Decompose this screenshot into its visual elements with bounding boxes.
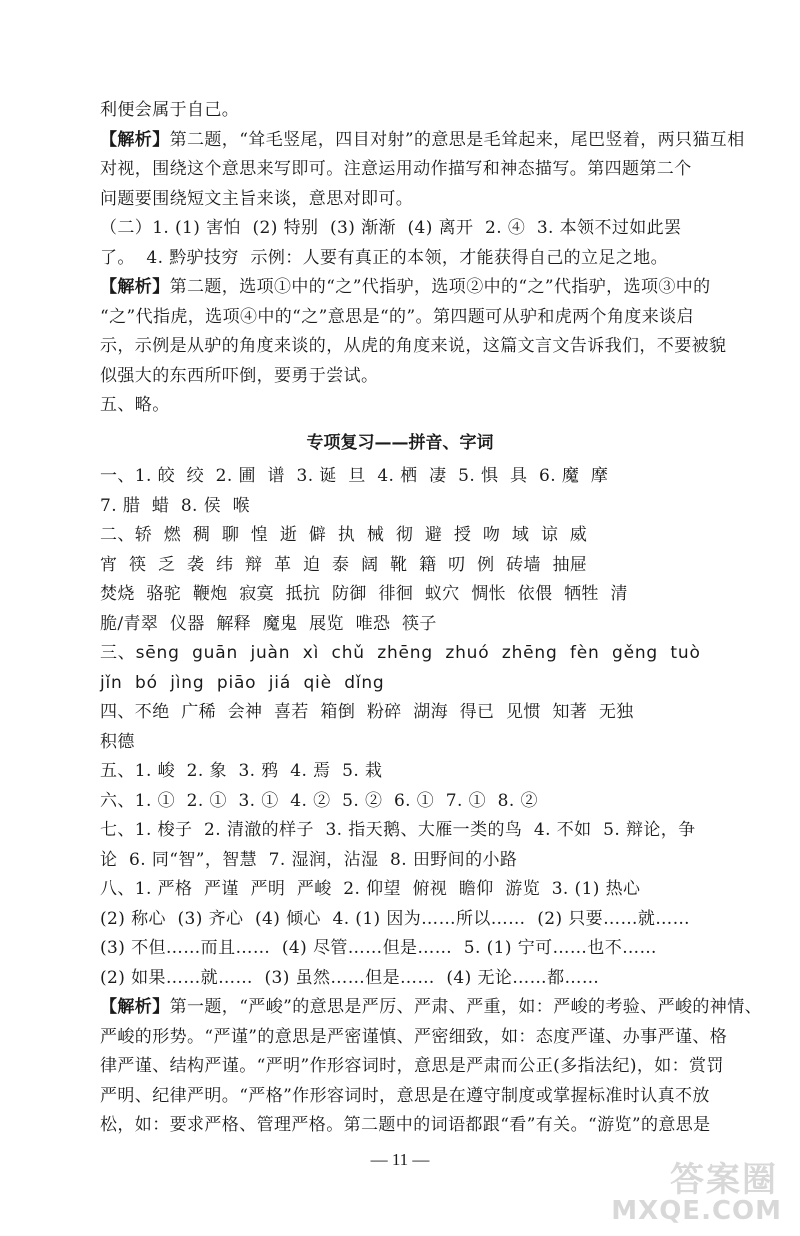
- text-line: 严明、纪律严明。“严格”作形容词时，意思是在遵守制度或掌握标准时认真不放: [100, 1085, 710, 1106]
- pinyin-line: 三、sēng guān juàn xì chǔ zhēng zhuó zhēng fèn gěng tuò: [100, 643, 701, 663]
- text-line: 一、1. 皎 绞 2. 圃 谱 3. 诞 旦 4. 栖 凄 5. 惧 具 6. 魔 摩: [100, 466, 609, 486]
- text-line: 六、1. ① 2. ① 3. ① 4. ② 5. ② 6. ① 7. ① 8. ②: [100, 790, 538, 811]
- text-line: 7. 腊 蜡 8. 侯 喉: [100, 495, 251, 516]
- text-line: 似强大的东西所吓倒，要勇于尝试。: [100, 365, 379, 386]
- watermark-logo: [612, 1152, 790, 1232]
- text-line: 了。 4. 黔驴技穷 示例：人要有真正的本领，才能获得自己的立足之地。: [100, 247, 669, 268]
- text-line: 脆/青翠 仪器 解释 魔鬼 展览 唯恐 筷子: [100, 613, 437, 634]
- watermark-text: 答案圈: [670, 1160, 778, 1200]
- text-line: 松，如：要求严格、管理严格。第二题中的词语都跟“看”有关。“游览”的意思是: [100, 1115, 711, 1135]
- text-line: 示，示例是从驴的角度来谈的，从虎的角度来说，这篇文言文告诉我们，不要被貌: [100, 336, 727, 356]
- text-line: 焚烧 骆驼 鞭炮 寂寞 抵抗 防御 徘徊 蚁穴 惆怅 依偎 牺牲 清: [100, 584, 628, 604]
- text-line: “之”代指虎，选项④中的“之”意思是“的”。第四题可从驴和虎两个角度来谈启: [100, 306, 694, 327]
- text-line: 严峻的形势。“严谨”的意思是严密谨慎、严密细致，如：态度严谨、办事严谨、格: [100, 1026, 728, 1047]
- pinyin-line: jǐn bó jìng piāo jiá qiè dǐng: [100, 672, 385, 693]
- answer-page: [100, 96, 762, 1141]
- text-line: 律严谨、结构严谨。“严明”作形容词时，意思是严肃而公正(多指法纪)，如：赏罚: [100, 1056, 724, 1076]
- analysis-line: 【解析】第二题，“耸毛竖尾，四目对射”的意思是毛耸起来，尾巴竖着，两只猫互相: [100, 129, 745, 150]
- text-line: 五、1. 峻 2. 象 3. 鸦 4. 焉 5. 栽: [100, 761, 383, 781]
- analysis-label: 【解析】: [100, 997, 170, 1017]
- text-line: 七、1. 梭子 2. 清澈的样子 3. 指天鹅、大雁一类的鸟 4. 不如 5. 辩论，争: [100, 820, 696, 840]
- text-line: (3) 不但……而且…… (4) 尽管……但是…… 5. (1) 宁可……也不……: [100, 938, 657, 958]
- text-line: 宵 筷 乏 袭 纬 辩 革 迫 泰 阔 靴 籍 叨 例 砖墙 抽屉: [100, 554, 588, 575]
- text-line: (2) 称心 (3) 齐心 (4) 倾心 4. (1) 因为……所以…… (2) 只要……就……: [100, 908, 691, 929]
- text-line: 问题要围绕短文主旨来谈，意思对即可。: [100, 188, 414, 209]
- section-title: 专项复习——拼音、字词: [306, 432, 494, 453]
- text-line: 论 6. 同“智”，智慧 7. 湿润，沾湿 8. 田野间的小路: [100, 849, 518, 870]
- text-line: 八、1. 严格 严谨 严明 严峻 2. 仰望 俯视 瞻仰 游览 3. (1) 热心: [100, 879, 641, 899]
- analysis-label: 【解析】: [100, 277, 170, 297]
- page-number: — 11 —: [370, 1150, 430, 1169]
- watermark-url: MXQE.COM: [611, 1196, 782, 1226]
- text-line: 对视，围绕这个意思来写即可。注意运用动作描写和神态描写。第四题第二个: [100, 159, 692, 179]
- text-line: （二）1. (1) 害怕 (2) 特别 (3) 渐渐 (4) 离开 2. ④ 3. 本领不过如此罢: [100, 218, 682, 238]
- text-line: 四、不绝 广稀 会神 喜若 箱倒 粉碎 湖海 得已 见惯 知著 无独: [100, 702, 634, 722]
- text-line: 积德: [100, 731, 135, 752]
- text-line: 五、略。: [100, 395, 170, 415]
- text-line: 利便会属于自己。: [100, 100, 240, 120]
- analysis-line: 【解析】第一题，“严峻”的意思是严厉、严肃、严重，如：严峻的考验、严峻的神情、: [100, 997, 762, 1017]
- analysis-label: 【解析】: [100, 129, 170, 150]
- text-line: 二、轿 燃 稠 聊 惶 逝 僻 执 械 彻 避 授 吻 域 谅 威: [100, 525, 588, 545]
- analysis-line: 【解析】第二题，选项①中的“之”代指驴，选项②中的“之”代指驴，选项③中的: [100, 277, 711, 297]
- text-line: (2) 如果……就…… (3) 虽然……但是…… (4) 无论……都……: [100, 967, 600, 988]
